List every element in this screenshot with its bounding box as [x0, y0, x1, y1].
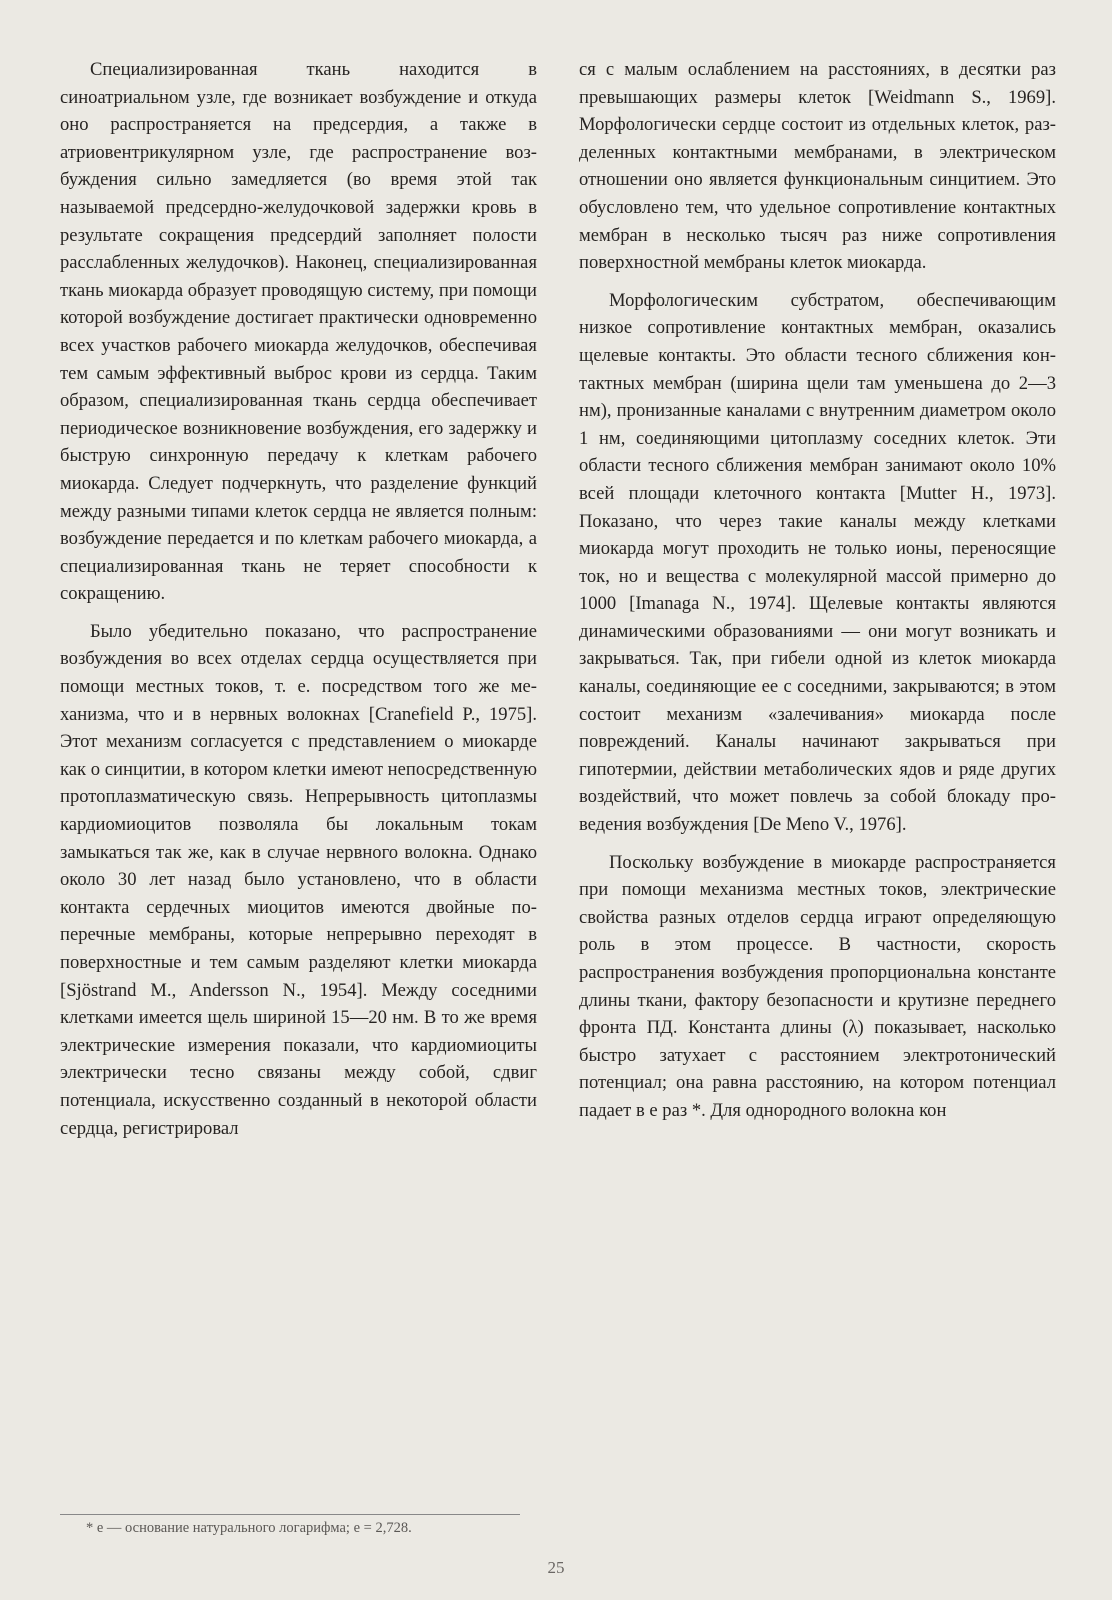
- footnote-divider: [60, 1514, 520, 1515]
- right-column: [579, 56, 1056, 1142]
- footnote: * e — основание натурального логарифма; e = 2,728.: [86, 1520, 412, 1536]
- paragraph: ся с малым ослаблением на расстояниях, в десятки раз превышающих размеры клеток [Weidmann S., 1969]. Морфологически сердце состоит из отдельных клеток, разделенных контактными мембранами, в электрическом отношении оно является функциональным синцитием. Это обусловлено тем, что удельное сопротивление контактных мембран в несколько тысяч раз ниже сопротивления поверхностной мембраны клеток миокарда.: [579, 59, 1056, 274]
- paragraph: Поскольку возбуждение в миокарде распространяется при помощи механизма местных токов, электрические свойства разных отделов сердца играют определяющую роль в этом процессе. В частности, скорость распространения возбуждения пропорциональна константе длины ткани, фактору безопасности и крутизне переднего фронта ПД. Константа длины (λ) показывает, насколько быстро затухает с расстоянием электротонический потенциал; она равна расстоянию, на котором потенциал падает в e раз *. Для однородного волокна кон: [579, 851, 1056, 1121]
- paragraph: Было убедительно показано, что распространение возбуждения во всех отделах сердца осуществляется при помощи местных токов, т. е. посредством того же механизма, что и в нервных волокнах [Cranefield P., 1975]. Этот механизм согласуется с представлением о миокарде как о синцитии, в котором клетки имеют непосредственную протоплазматическую связь. Непрерывность цитоплазмы кардиомиоцитов позволяла бы локальным токам замыкаться так же, как в случае нервного волокна. Однако около 30 лет назад было установлено, что в области контакта сердечных миоцитов имеются двойные поперечные мембраны, которые непрерывно переходят в поверхностные и тем самым разделяют клетки миокарда [Sjöstrand M., Andersson N., 1954]. Между соседними клетками имеется щель шириной 15—20 нм. В то же время электрические измерения показали, что кардиомиоциты электрически тесно связаны между собой, сдвиг потенциала, искусственно созданный в некоторой области сердца, регистрировал: [60, 620, 537, 1139]
- text-columns: [60, 56, 1056, 1142]
- paragraph: Морфологическим субстратом, обеспечивающим низкое сопротивление контактных мембран, оказались щелевые контакты. Это области тесного сближения контактных мембран (ширина щели там уменьшена до 2—3 нм), пронизанные каналами с внутренним диаметром около 1 нм, соединяющими цитоплазму соседних клеток. Эти области тесного сближения мембран занимают около 10% всей площади клеточного контакта [Mutter H., 1973]. Показано, что через такие каналы между клетками миокарда могут проходить не только ионы, переносящие ток, но и вещества с молекулярной массой примерно до 1000 [Imanaga N., 1974]. Щелевые контакты являются динамическими образованиями — они могут возникать и закрываться. Так, при гибели одной из клеток миокарда каналы, соединяющие ее с соседними, закрываются; в этом состоит механизм «залечивания» миокарда после повреждений. Каналы начинают закрываться при гипотермии, действии метаболических ядов и ряде других воздействий, что может повлечь за собой блокаду проведения возбуждения [De Meno V., 1976].: [579, 289, 1056, 836]
- page-number: 25: [547, 1558, 565, 1577]
- paragraph: Специализированная ткань находится в синоатриальном узле, где возникает возбуждение и откуда оно распространяется на предсердия, а также в атриовентрикулярном узле, где распространение возбуждения сильно замедляется (во время этой так называемой предсердно-желудочковой задержки кровь в результате сокращения предсердий заполняет полости расслабленных желудочков). Наконец, специализированная ткань миокарда образует проводящую систему, при помощи которой возбуждение достигает практически одновременно всех участков рабочего миокарда желудочков, обеспечивая тем самым эффективный выброс крови из сердца. Таким образом, специализированная ткань сердца обеспечивает периодическое возникновение возбуждения, его задержку и быструю синхронную передачу к клеткам рабочего миокарда. Следует подчеркнуть, что разделение функций между разными типами клеток сердца не является полным: возбуждение передается и по клеткам рабочего миокарда, а специализированная ткань не теряет способности к сокращению.: [60, 59, 537, 605]
- left-column: [60, 56, 537, 1142]
